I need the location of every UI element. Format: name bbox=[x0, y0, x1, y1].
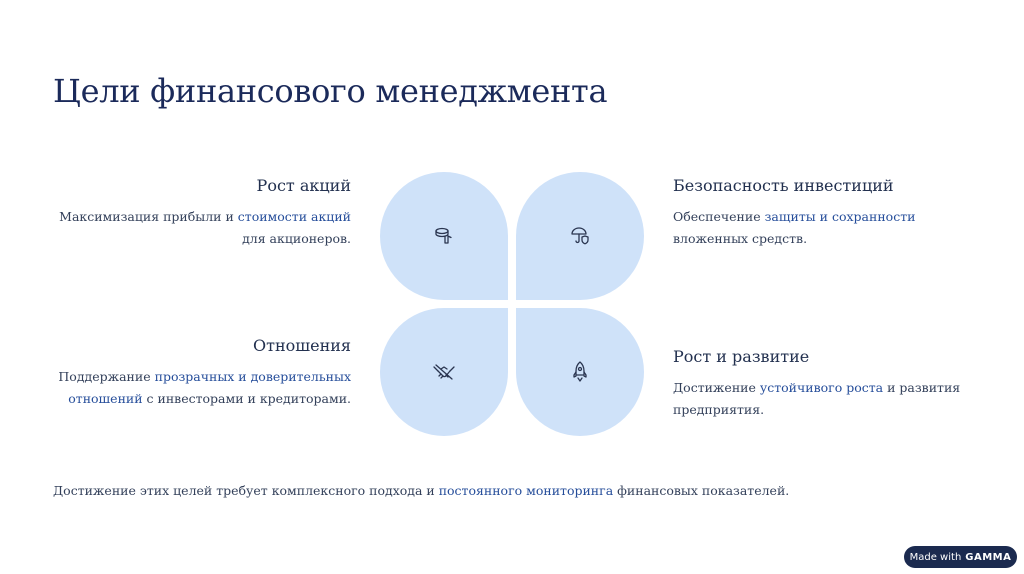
goal-text-highlight: стоимости акций bbox=[237, 209, 351, 224]
goal-block-investment-safety bbox=[673, 176, 915, 250]
gamma-logo: GAMMA bbox=[965, 551, 1012, 563]
goal-title: Отношения bbox=[252, 336, 351, 355]
goal-block-share-growth bbox=[59, 176, 351, 250]
footer-text-highlight: постоянного мониторинга bbox=[438, 483, 614, 498]
goal-title: Рост акций bbox=[256, 176, 351, 195]
goal-text-highlight: защиты и сохранности bbox=[764, 209, 916, 224]
rocket-icon bbox=[571, 361, 589, 383]
badge-label: Made with bbox=[909, 551, 962, 563]
petal-growth-development bbox=[516, 308, 644, 436]
goal-block-relations bbox=[58, 336, 351, 410]
goal-text-part: и развития bbox=[883, 380, 961, 395]
goal-text-highlight: устойчивого роста bbox=[759, 380, 884, 395]
petal-relations bbox=[380, 308, 508, 436]
umbrella-shield-icon bbox=[570, 226, 590, 246]
goal-text bbox=[59, 206, 351, 250]
handshake-icon bbox=[433, 362, 455, 382]
petal-investment-safety bbox=[516, 172, 644, 300]
goal-text bbox=[673, 206, 915, 250]
goal-title: Рост и развитие bbox=[673, 347, 810, 366]
goal-text-highlight: отношений bbox=[68, 391, 143, 406]
goal-text-part: Поддержание bbox=[58, 369, 155, 384]
goal-text bbox=[58, 366, 351, 410]
goal-text bbox=[673, 377, 960, 421]
goal-block-growth-development bbox=[673, 347, 960, 421]
goal-text-part: вложенных средств. bbox=[673, 231, 808, 246]
footer-note bbox=[53, 483, 789, 498]
coin-hand-icon bbox=[434, 226, 454, 246]
goal-text-part: для акционеров. bbox=[242, 231, 351, 246]
footer-text-part: Достижение этих целей требует комплексного подхода и bbox=[53, 483, 439, 498]
made-with-gamma-badge[interactable] bbox=[904, 546, 1017, 568]
goal-text-part: Достижение bbox=[673, 380, 760, 395]
goal-text-highlight: прозрачных и доверительных bbox=[154, 369, 351, 384]
goal-text-part: Максимизация прибыли и bbox=[59, 209, 238, 224]
goal-title: Безопасность инвестиций bbox=[673, 176, 894, 195]
page-title: Цели финансового менеджмента bbox=[53, 72, 608, 110]
petal-share-growth bbox=[380, 172, 508, 300]
goal-text-part: предприятия. bbox=[673, 402, 765, 417]
footer-text-part: финансовых показателей. bbox=[613, 483, 790, 498]
goal-text-part: с инвесторами и кредиторами. bbox=[142, 391, 351, 406]
goal-text-part: Обеспечение bbox=[673, 209, 765, 224]
